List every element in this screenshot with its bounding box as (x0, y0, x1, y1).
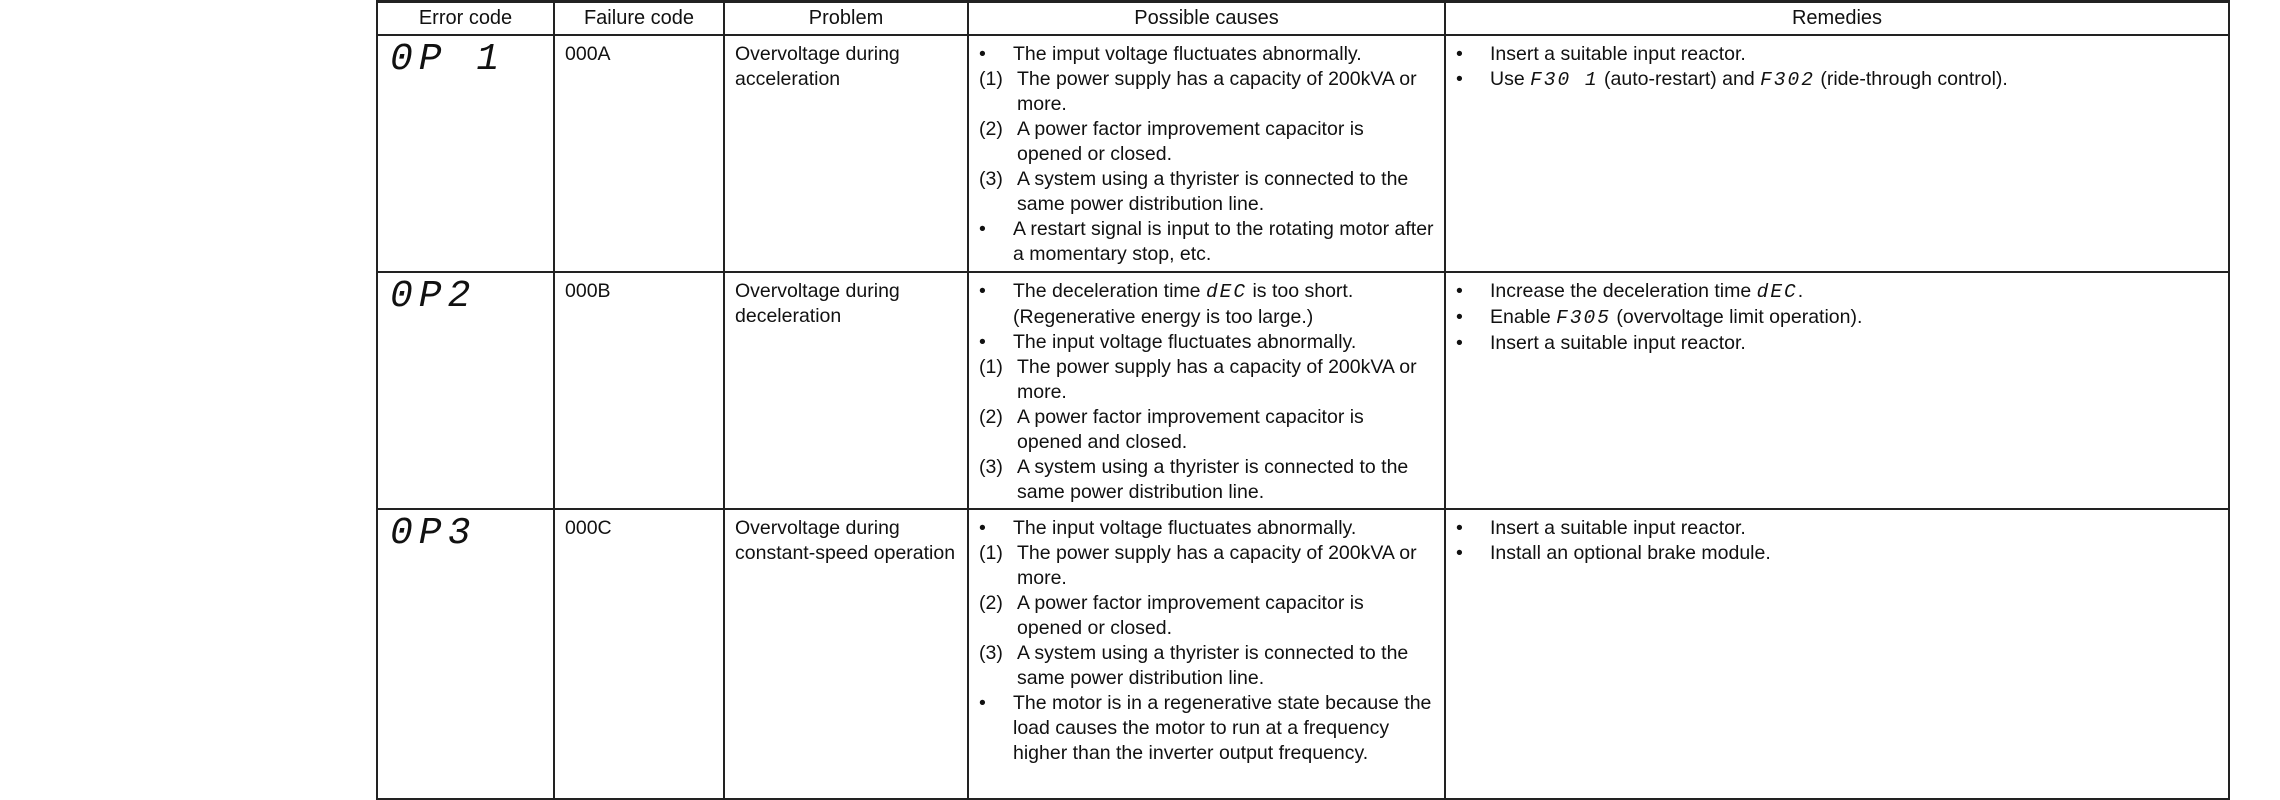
header-problem: Problem (724, 2, 968, 36)
list-item: • Insert a suitable input reactor. (1456, 43, 1746, 65)
list-item: • Install an optional brake module. (1456, 542, 1771, 564)
causes-list (979, 279, 1434, 505)
list-item: (2) A power factor improvement capacitor is opened and closed. (979, 406, 1364, 453)
list-item: • Insert a suitable input reactor. (1456, 517, 1746, 539)
error-code: 0P2 (390, 275, 477, 318)
parameter-code: F305 (1556, 307, 1611, 329)
list-item: • The input voltage fluctuates abnormally. (979, 517, 1357, 539)
list-item: • The motor is in a regenerative state because the load causes the motor to run at a frequency higher than the inverter output frequency. (979, 692, 1432, 764)
list-item: (3) A system using a thyrister is connected to the same power distribution line. (979, 456, 1409, 503)
table-row (377, 272, 2229, 509)
list-item: (1) The power supply has a capacity of 200kVA or more. (979, 542, 1417, 589)
list-item: • Enable F305 (overvoltage limit operation). (1456, 306, 1863, 329)
parameter-code: dEC (1756, 281, 1798, 303)
remedies-list (1456, 516, 2218, 566)
error-table (376, 0, 2230, 800)
problem-text: Overvoltage during acceleration (735, 43, 900, 90)
header-failure-code: Failure code (554, 2, 724, 36)
list-item: (3) A system using a thyrister is connected to the same power distribution line. (979, 642, 1409, 689)
problem-text: Overvoltage during deceleration (735, 280, 900, 327)
failure-code: 000A (565, 43, 611, 65)
parameter-code: dEC (1205, 281, 1248, 303)
list-item: (3) A system using a thyrister is connected to the same power distribution line. (979, 168, 1409, 215)
header-possible-causes: Possible causes (968, 2, 1445, 36)
causes-list (979, 42, 1434, 267)
list-item: (1) The power supply has a capacity of 200kVA or more. (979, 356, 1417, 403)
list-item: • Insert a suitable input reactor. (1456, 332, 1746, 354)
list-item: (1) The power supply has a capacity of 200kVA or more. (979, 68, 1417, 115)
list-item: • The deceleration time dEC is too short. (Regenerative energy is too large.) (979, 280, 1354, 328)
header-error-code: Error code (377, 2, 554, 36)
list-item: (2) A power factor improvement capacitor is opened or closed. (979, 118, 1364, 165)
list-item: • Use F30 1 (auto-restart) and F302 (ride-through control). (1456, 68, 2008, 91)
error-code: 0P3 (390, 512, 477, 555)
remedies-list (1456, 279, 2218, 356)
problem-text: Overvoltage during constant-speed operation (735, 517, 956, 564)
failure-code: 000B (565, 280, 611, 302)
failure-code: 000C (565, 517, 612, 539)
list-item: • Increase the deceleration time dEC. (1456, 280, 1804, 303)
table-row (377, 35, 2229, 272)
list-item: • The imput voltage fluctuates abnormally. (979, 43, 1362, 65)
parameter-code: F30 1 (1530, 69, 1599, 91)
list-item: • The input voltage fluctuates abnormally. (979, 331, 1357, 353)
header-row (377, 2, 2229, 36)
causes-list (979, 516, 1434, 766)
remedies-list (1456, 42, 2218, 93)
table-row (377, 509, 2229, 799)
list-item: • A restart signal is input to the rotating motor after a momentary stop, etc. (979, 218, 1434, 265)
list-item: (2) A power factor improvement capacitor is opened or closed. (979, 592, 1364, 639)
header-remedies: Remedies (1445, 2, 2229, 36)
error-code: 0P 1 (390, 38, 506, 81)
parameter-code: F302 (1760, 69, 1815, 91)
